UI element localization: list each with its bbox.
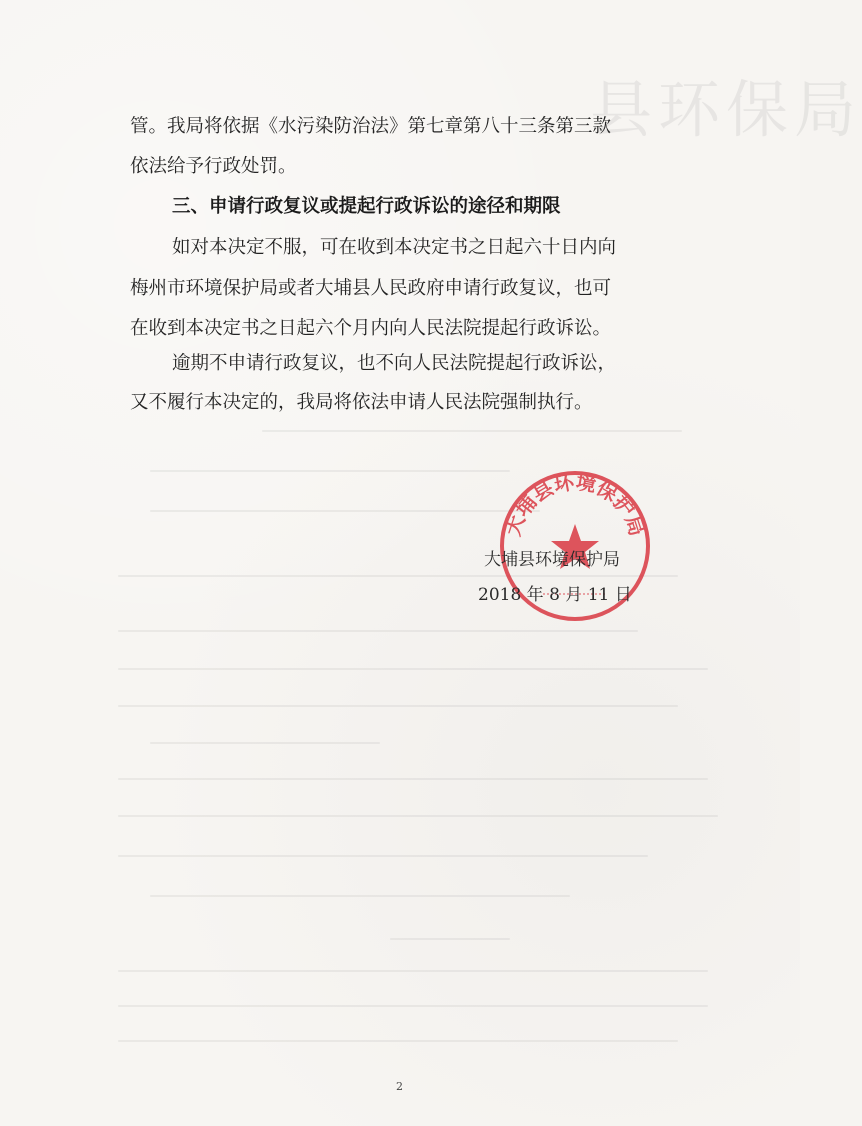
body-line: 又不履行本决定的，我局将依法申请人民法院强制执行。 [130,392,593,413]
bleed-through-line [118,1005,708,1007]
page-number: 2 [396,1080,403,1093]
bleed-through-line [150,510,540,512]
bleed-through-line [118,630,638,632]
bleed-through-line [118,970,708,972]
bleed-through-line [118,668,708,670]
section-heading: 三、申请行政复议或提起行政诉讼的途径和期限 [172,196,561,217]
bleed-through-line [118,815,718,817]
bleed-through-line [118,778,708,780]
bleed-through-line [150,742,380,744]
bleed-through-line [150,895,570,897]
bleed-through-line [118,705,678,707]
bleed-through-line [118,855,648,857]
seal-text: 大埔县环境保护局 [500,469,650,539]
issue-date: 2018 年 8 月 11 日 [478,585,632,605]
bleed-through-line [262,430,682,432]
body-line: 如对本决定不服，可在收到本决定书之日起六十日内向 [172,237,617,258]
bleed-through-line [390,938,510,940]
bleed-through-heading: 县环保局 [590,73,862,146]
body-line: 管。我局将依据《水污染防治法》第七章第八十三条第三款 [130,116,612,137]
body-line: 依法给予行政处罚。 [130,156,297,177]
bleed-through-line [150,470,510,472]
issuing-authority: 大埔县环境保护局 [484,550,620,570]
body-line: 梅州市环境保护局或者大埔县人民政府申请行政复议，也可 [130,278,612,299]
bleed-through-line [118,1040,678,1042]
body-line: 逾期不申请行政复议，也不向人民法院提起行政诉讼， [172,353,617,374]
body-line: 在收到本决定书之日起六个月内向人民法院提起行政诉讼。 [130,318,612,339]
